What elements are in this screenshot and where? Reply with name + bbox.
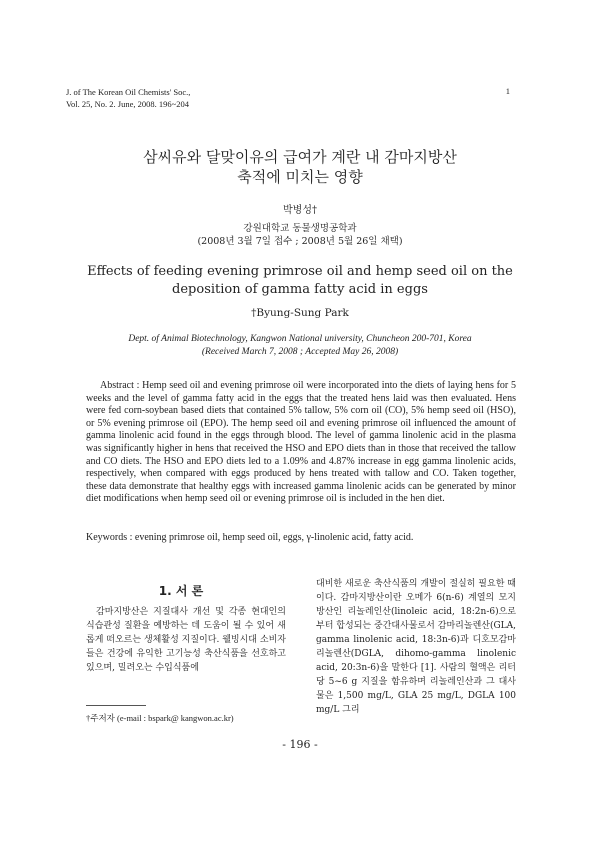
- english-affiliation: [0, 333, 600, 359]
- keywords: Keywords : evening primrose oil, hemp seed oil, eggs, γ-linolenic acid, fatty acid.: [86, 532, 414, 543]
- page-number-bottom: - 196 -: [282, 738, 318, 751]
- korean-dates: (2008년 3월 7일 접수 ; 2008년 5월 26일 채택): [197, 236, 403, 247]
- english-title: [0, 263, 600, 299]
- english-dates: (Received March 7, 2008 ; Accepted May 26, 2008): [201, 347, 399, 357]
- english-affiliation-line1: Dept. of Animal Biotechnology, Kangwon National university, Chuncheon 200-701, Korea: [128, 334, 472, 344]
- journal-name: J. of The Korean Oil Chemists' Soc.,: [66, 87, 191, 97]
- footnote: †주저자 (e-mail : bspark@ kangwon.ac.kr): [86, 713, 234, 723]
- abstract: Abstract : Hemp seed oil and evening primrose oil were incorporated into the diets of laying hens for 5 weeks and the level of gamma fatty acid in the eggs that the treated hens laid was then evaluated. Hens were fed corn-soybean based diets that contained 5% tallow, 5% corn oil (CO), 5% hemp seed oil (HSO), or 5% evening primrose oil (EPO). The hemp seed oil and evening primrose oil influenced the amount of gamma linolenic acid found in the eggs through blood. The level of gamma linolenic acid in the plasma was significantly higher in hens that received the HSO and EPO diets than in those that received the tallow and CO diets. The HSO and EPO diets led to a 1.09% and 4.87% increase in egg gamma linolenic acids, respectively, when compared with eggs produced by hens treated with tallow and CO. Taken together, these data demonstrate that healthy eggs with increased gamma linolenic acids can be generated by minor diet modifications when hemp seed oil or evening primrose oil is included in the hen diet.: [86, 380, 516, 505]
- journal-header: [66, 86, 190, 110]
- section-heading: 1. 서 론: [158, 584, 204, 598]
- korean-affiliation: [0, 222, 600, 248]
- body-text-left-column: 감마지방산은 지질대사 개선 및 각종 현대인의 식습관성 질환을 예방하는 데 도움이 될 수 있어 새롭게 떠오르는 생체활성 지질이다. 웰빙시대 소비자들은 건강에 유익한 고기능성 축산식품을 선호하고 있으며, 밀려오는 수입식품에: [86, 607, 286, 673]
- korean-affiliation-line1: 강원대학교 동물생명공학과: [243, 223, 357, 234]
- english-title-line2: deposition of gamma fatty acid in eggs: [172, 282, 428, 297]
- journal-volume: Vol. 25, No. 2. June, 2008. 196~204: [66, 99, 189, 109]
- korean-title-line2: 축적에 미치는 영향: [237, 168, 363, 186]
- korean-title-line1: 삼씨유와 달맞이유의 급여가 계란 내 감마지방산: [143, 148, 457, 166]
- english-title-line1: Effects of feeding evening primrose oil and hemp seed oil on the: [87, 264, 513, 279]
- footnote-divider: [86, 705, 146, 706]
- korean-author: 박병성†: [283, 205, 317, 216]
- page-number-top: 1: [505, 86, 510, 96]
- korean-title: [0, 147, 600, 187]
- body-text-right-column: 대비한 새로운 축산식품의 개발이 절실히 필요한 때이다. 감마지방산이란 오메가 6(n-6) 계열의 모지방산인 리놀레인산(linoleic acid, 18:2n-6)으로부터 합성되는 중간대사물로서 감마리놀렌산(GLA, gamma linolenic acid, 18:3n-6)과 디호모감마리놀렌산(DGLA, dihomo-gamma linolenic acid, 20:3n-6)을 말한다 [1]. 사람의 혈액은 리터당 5~6 g 지질을 함유하며 리놀레인산과 그 대사물은 1,500 mg/L, GLA 25 mg/L, DGLA 100 mg/L 그리: [316, 579, 516, 715]
- english-author: †Byung-Sung Park: [251, 307, 349, 319]
